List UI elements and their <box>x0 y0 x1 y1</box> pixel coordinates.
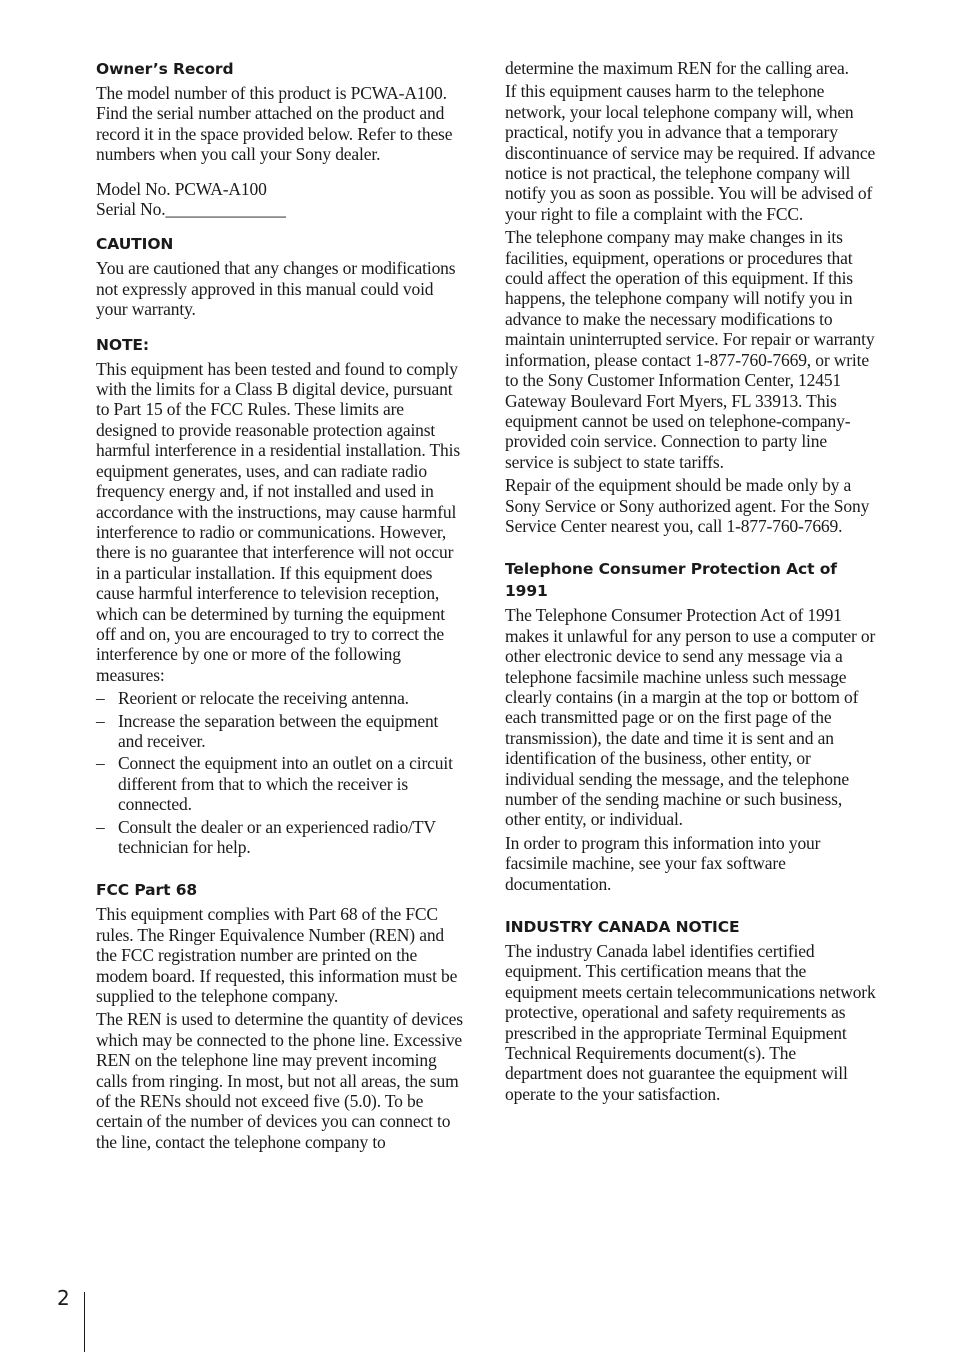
fcc-continued-paragraph: The telephone company may make changes in its facilities, equipment, operations or procedures that could affect the operation of this equipment. If this happens, the telephone company will notify you in advance to make the necessary modifications to maintain uninterrupted service. For repair or warranty information, please contact 1-877-760-7669, or write to the Sony Customer Information Center, 12451 Gateway Boulevard Fort Myers, FL 33913. This equipment cannot be used on telephone-company-provided coin service. Connection to party line service is subject to state tariffs. <box>505 227 875 472</box>
note-heading: NOTE: <box>96 335 150 354</box>
industry-canada-body: The industry Canada label identifies certified equipment. This certification means that the equipment meets certain telecommunications network protective, operational and safety requirements as prescribed in the appropriate Terminal Equipment Technical Requirements document(s). The department does not guarantee the equipment will operate to the your satisfaction. <box>505 941 876 1104</box>
caution-heading: CAUTION <box>96 235 174 254</box>
tcpa-paragraph: The Telephone Consumer Protection Act of 1991 makes it unlawful for any person to use a computer or other electronic device to send any message via a telephone facsimile machine unless such message clearly contains (in a margin at the top or bottom of each transmitted page or on the first page of the transmission), the date and time it is sent and an identification of the business, other entity, or individual sending the message, and the telephone number of the sending machine or such business, other entity, or individual. <box>505 605 876 830</box>
caution-body: You are cautioned that any changes or modifications not expressly approved in this manual could void your warranty. <box>96 258 456 320</box>
serial-number-line: Serial No.______________ <box>96 199 286 220</box>
note-body: This equipment has been tested and found to comply with the limits for a Class B digital device, pursuant to Part 15 of the FCC Rules. These limits are designed to provide reasonable protection against harmful interference in a residential installation. This equipment generates, uses, and can radiate radio frequency energy and, if not installed and used in accordance with the instructions, may cause harmful interference to radio or communications. However, there is no guarantee that interference will not occur in a particular installation. If this equipment does cause harmful interference to television reception, which can be determined by turning the equipment off and on, you are encouraged to try to correct the interference by one or more of the following measures: <box>96 358 460 685</box>
fcc-part-68-paragraph: This equipment complies with Part 68 of the FCC rules. The Ringer Equivalence Number (REN) and the FCC registration number are printed on the modem board. If requested, this information must be supplied to the telephone company. <box>96 904 458 1007</box>
list-item: – Reorient or relocate the receiving antenna. <box>96 688 466 708</box>
right-column <box>505 58 877 1104</box>
page-number-rule <box>84 1292 85 1352</box>
tcpa-heading: Telephone Consumer Protection Act of 1991 <box>505 560 837 601</box>
fcc-part-68-heading: FCC Part 68 <box>96 881 198 900</box>
owners-record-heading: Owner’s Record <box>96 60 234 78</box>
list-item: – Connect the equipment into an outlet on a circuit different from that to which the receiver is connected. <box>96 753 466 814</box>
page-number: 2 <box>57 1286 70 1310</box>
fcc-continued-paragraph: If this equipment causes harm to the telephone network, your local telephone company will, when practical, notify you in advance that a temporary discontinuance of service may be required. If advance notice is not practical, the telephone company will notify you as soon as possible. You will be advised of your right to file a complaint with the FCC. <box>505 81 876 224</box>
interference-measures-list <box>96 688 466 857</box>
fcc-part-68-paragraph: The REN is used to determine the quantity of devices which may be connected to the phone line. Excessive REN on the telephone line may prevent incoming calls from ringing. In most, but not all areas, the sum of the RENs should not exceed five (5.0). To be certain of the number of devices you can connect to the line, contact the telephone company to <box>96 1009 463 1152</box>
left-column <box>96 58 466 1152</box>
tcpa-paragraph: In order to program this information into your facsimile machine, see your fax software documentation. <box>505 832 821 894</box>
list-item: – Consult the dealer or an experienced radio/TV technician for help. <box>96 817 466 858</box>
model-number-line: Model No. PCWA-A100 <box>96 178 267 199</box>
fcc-continued-paragraph: determine the maximum REN for the calling area. <box>505 58 849 78</box>
owners-record-body: The model number of this product is PCWA-A100. Find the serial number attached on the product and record it in the space provided below. Refer to these numbers when you call your Sony dealer. <box>96 83 453 165</box>
industry-canada-heading: INDUSTRY CANADA NOTICE <box>505 918 740 937</box>
list-item: – Increase the separation between the equipment and receiver. <box>96 711 466 752</box>
fcc-continued-paragraph: Repair of the equipment should be made only by a Sony Service or Sony authorized agent. For the Sony Service Center nearest you, call 1-877-760-7669. <box>505 475 870 536</box>
